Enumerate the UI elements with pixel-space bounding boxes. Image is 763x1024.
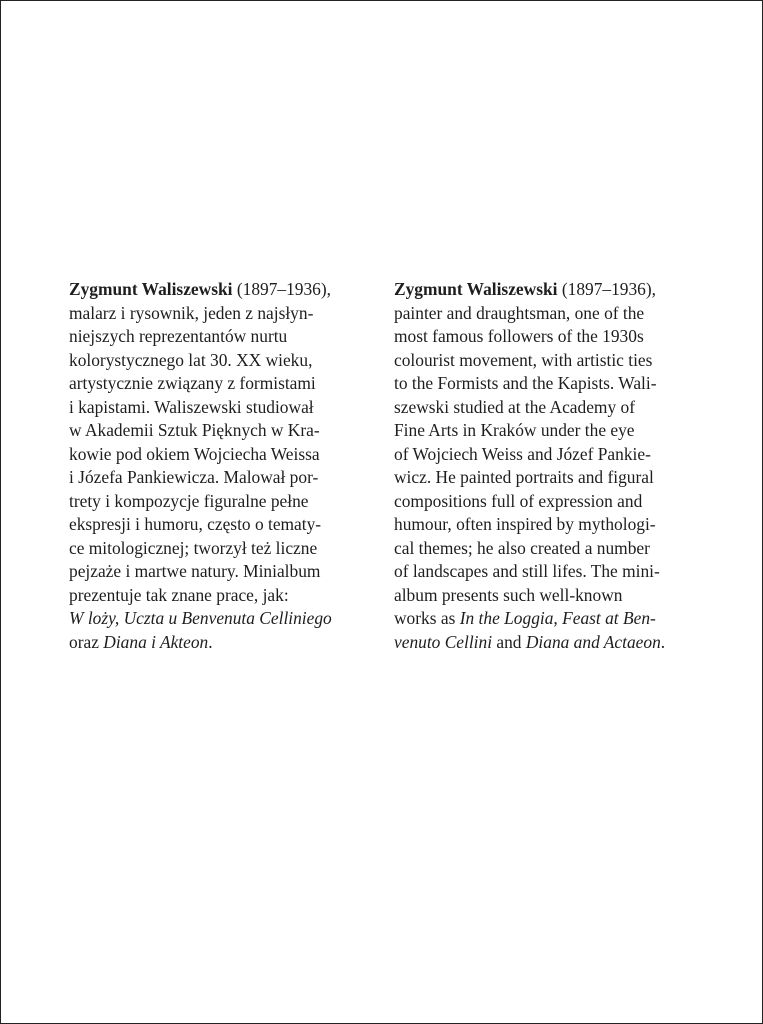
artwork-title: In the Loggia [459, 608, 554, 628]
artwork-title: Feast at Ben- [562, 608, 656, 628]
text-line: pejzaże i martwe natury. Minialbum [69, 561, 321, 581]
text-line: szewski studied at the Academy of [394, 396, 635, 417]
text-line: trety i kompozycje figuralne pełne [69, 490, 309, 511]
artwork-title: Diana and Actaeon [525, 631, 661, 652]
text-line [394, 278, 699, 302]
text-line [394, 631, 699, 655]
text-line [394, 607, 699, 631]
text-line: Fine Arts in Kraków under the eye [394, 420, 635, 440]
text-line: kolorystycznego lat 30. XX wieku, [69, 349, 313, 370]
text-line: of landscapes and still lifes. The mini- [394, 561, 660, 581]
text-line: painter and draughtsman, one of the [394, 302, 645, 323]
period: . [660, 631, 666, 652]
polish-text-column [69, 278, 374, 654]
artist-name: Zygmunt Waliszewski [69, 279, 233, 299]
text-line: i Józefa Pankiewicza. Malował por- [69, 467, 319, 487]
text-line: niejszych reprezentantów nurtu [69, 326, 288, 346]
text-line: album presents such well-known [394, 584, 623, 605]
artwork-title: Uczta u Benvenuta Celliniego [123, 608, 332, 628]
text-line: wicz. He painted portraits and figural [394, 467, 654, 487]
text-fragment: works as [394, 608, 460, 628]
conjunction: and [492, 631, 526, 652]
text-line: compositions full of expression and [394, 490, 643, 511]
text-line: kowie pod okiem Wojciecha Weissa [69, 443, 320, 464]
text-line: of Wojciech Weiss and Józef Pankie- [394, 443, 651, 464]
text-line: most famous followers of the 1930s [394, 326, 644, 346]
text-line [69, 278, 374, 302]
separator: , [114, 608, 124, 628]
text-line: malarz i rysownik, jeden z najsłyn- [69, 302, 314, 323]
text-line: colourist movement, with artistic ties [394, 349, 653, 370]
text-line: artystycznie związany z formistami [69, 373, 316, 393]
text-line: ekspresji i humoru, często o tematy- [69, 514, 322, 534]
text-line: humour, often inspired by mythologi- [394, 514, 656, 534]
text-line: w Akademii Sztuk Pięknych w Kra- [69, 420, 320, 440]
artist-dates: (1897–1936), [557, 279, 657, 299]
separator: , [553, 608, 563, 628]
text-line: ce mitologicznej; tworzył też liczne [69, 537, 318, 558]
artwork-title: venuto Cellini [394, 631, 493, 652]
text-line [69, 607, 374, 631]
conjunction: oraz [69, 631, 104, 652]
text-line: to the Formists and the Kapists. Wali- [394, 373, 657, 393]
artist-dates: (1897–1936), [232, 279, 332, 299]
text-line: i kapistami. Waliszewski studiował [69, 396, 314, 417]
artwork-title: Diana i Akteon [103, 631, 209, 652]
text-line: cal themes; he also created a number [394, 537, 650, 558]
text-line [69, 631, 374, 655]
artist-name: Zygmunt Waliszewski [394, 279, 558, 299]
artwork-title: W loży [69, 608, 115, 628]
period: . [208, 631, 213, 652]
text-line: prezentuje tak znane prace, jak: [69, 584, 289, 605]
english-text-column [394, 278, 699, 654]
